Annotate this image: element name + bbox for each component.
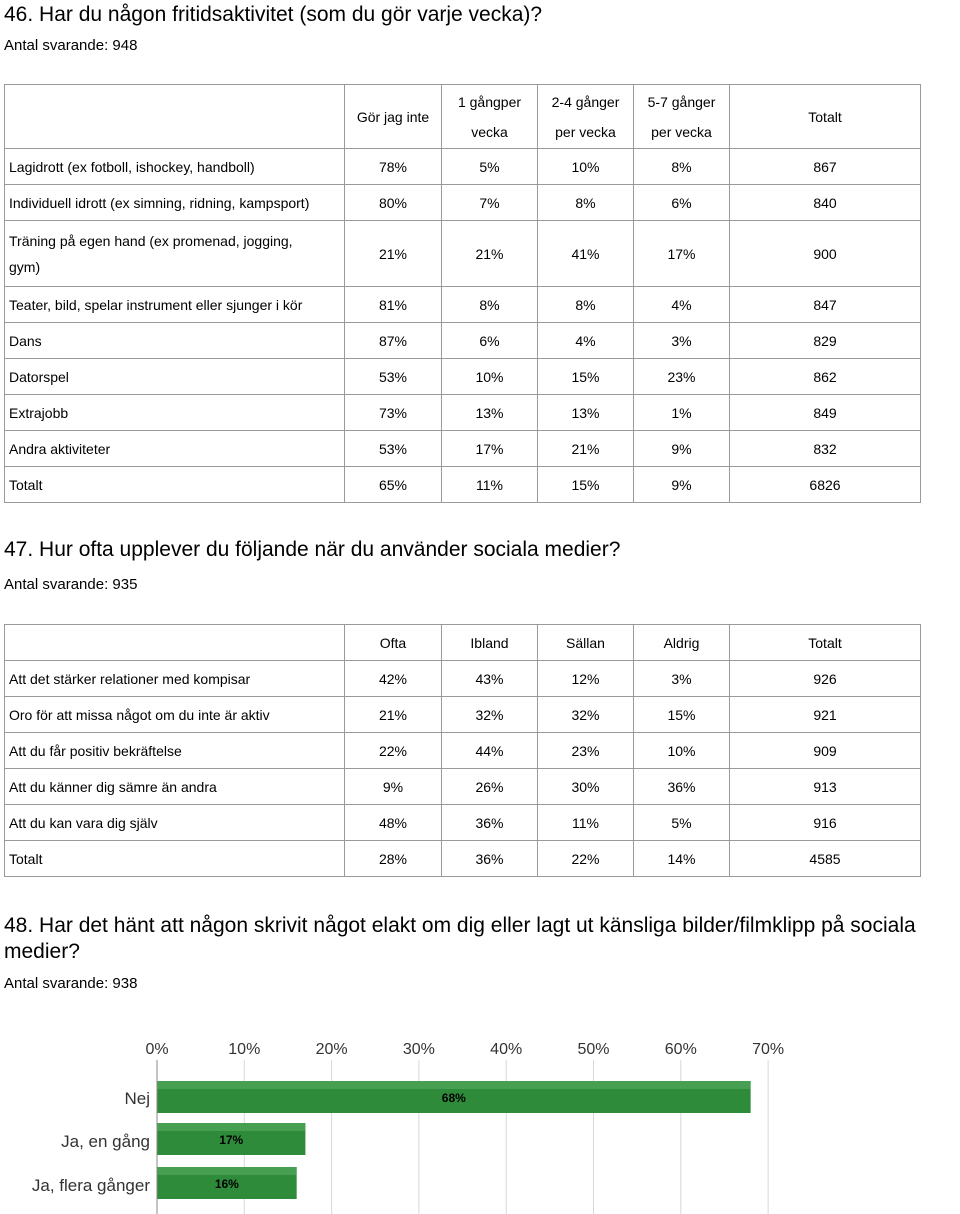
column-header <box>442 625 538 661</box>
row-label <box>5 805 345 841</box>
column-header-text: Gör jag inte <box>356 108 430 125</box>
row-label <box>5 661 345 697</box>
column-header-text: Aldrig <box>663 634 700 651</box>
table-cell: 15% <box>538 467 634 503</box>
table-row <box>5 841 921 877</box>
column-header <box>538 85 634 149</box>
table-cell: 13% <box>442 395 538 431</box>
column-header-text: Ofta <box>379 634 407 651</box>
table-cell: 3% <box>634 323 730 359</box>
x-tick-label: 60% <box>664 1041 697 1058</box>
table-row <box>5 769 921 805</box>
table-cell: 14% <box>634 841 730 877</box>
table-cell: 22% <box>345 733 442 769</box>
table-cell: 4585 <box>730 841 921 877</box>
row-label-text: Lagidrott (ex fotboll, ishockey, handboll) <box>9 158 255 175</box>
table-row <box>5 323 921 359</box>
table-cell: 17% <box>634 221 730 287</box>
row-label <box>5 185 345 221</box>
table-cell: 30% <box>538 769 634 805</box>
table-cell: 36% <box>442 805 538 841</box>
row-label-text: Andra aktiviteter <box>9 440 111 457</box>
table-row <box>5 287 921 323</box>
q47-table <box>4 624 921 877</box>
row-label <box>5 467 345 503</box>
row-label <box>5 149 345 185</box>
table-cell: 21% <box>345 697 442 733</box>
x-tick-label: 40% <box>490 1041 523 1058</box>
table-cell: 6% <box>634 185 730 221</box>
column-header <box>538 625 634 661</box>
category-label: Ja, en gång <box>61 1132 150 1151</box>
row-label <box>5 697 345 733</box>
bar-highlight <box>157 1081 751 1089</box>
column-header-text: 5-7 gånger <box>647 93 716 110</box>
table-cell: 42% <box>345 661 442 697</box>
table-cell: 44% <box>442 733 538 769</box>
row-label <box>5 323 345 359</box>
table-row <box>5 805 921 841</box>
table-cell: 26% <box>442 769 538 805</box>
table-cell: 53% <box>345 359 442 395</box>
table-row <box>5 395 921 431</box>
category-label: Ja, flera gånger <box>31 1176 150 1195</box>
column-header <box>634 625 730 661</box>
row-label-text: Att du får positiv bekräftelse <box>9 742 182 759</box>
row-label <box>5 431 345 467</box>
table-cell: 41% <box>538 221 634 287</box>
q46-respondent-count: Antal svarande: 948 <box>4 37 138 54</box>
q48-respondent-count: Antal svarande: 938 <box>4 975 138 992</box>
row-label <box>5 287 345 323</box>
column-header <box>442 85 538 149</box>
table-cell: 6% <box>442 323 538 359</box>
table-cell: 7% <box>442 185 538 221</box>
row-label-text: Datorspel <box>9 368 69 385</box>
table-cell: 10% <box>538 149 634 185</box>
row-label-text: gym) <box>9 258 41 275</box>
row-label-text: Totalt <box>9 850 43 867</box>
row-label <box>5 395 345 431</box>
table-cell: 916 <box>730 805 921 841</box>
table-cell: 36% <box>634 769 730 805</box>
q46-title: 46. Har du någon fritidsaktivitet (som du gör varje vecka)? <box>4 3 543 26</box>
category-label: Nej <box>124 1089 150 1108</box>
table-cell: 926 <box>730 661 921 697</box>
column-header-text: 2-4 gånger <box>551 93 620 110</box>
header-blank <box>5 625 345 661</box>
table-cell: 3% <box>634 661 730 697</box>
table-row <box>5 359 921 395</box>
table-cell: 6826 <box>730 467 921 503</box>
table-row <box>5 467 921 503</box>
x-tick-label: 70% <box>752 1041 785 1058</box>
bar-highlight <box>157 1123 305 1131</box>
column-header <box>730 85 921 149</box>
table-cell: 867 <box>730 149 921 185</box>
row-label-text: Dans <box>9 332 42 349</box>
table-cell: 48% <box>345 805 442 841</box>
table-cell: 81% <box>345 287 442 323</box>
table-cell: 53% <box>345 431 442 467</box>
table-row <box>5 149 921 185</box>
data-label: 16% <box>214 1177 239 1191</box>
table-cell: 13% <box>538 395 634 431</box>
table-cell: 8% <box>538 287 634 323</box>
table-row <box>5 185 921 221</box>
table-row <box>5 431 921 467</box>
row-label-text: Individuell idrott (ex simning, ridning, kampsport) <box>9 194 310 211</box>
table-cell: 80% <box>345 185 442 221</box>
table-cell: 23% <box>634 359 730 395</box>
column-header <box>730 625 921 661</box>
q48-bar-chart <box>0 1030 960 1214</box>
table-cell: 78% <box>345 149 442 185</box>
column-header-text: Totalt <box>808 108 842 125</box>
table-cell: 10% <box>634 733 730 769</box>
table-cell: 921 <box>730 697 921 733</box>
table-cell: 913 <box>730 769 921 805</box>
table-cell: 909 <box>730 733 921 769</box>
table-cell: 17% <box>442 431 538 467</box>
table-cell: 32% <box>442 697 538 733</box>
q48-title-line-1: 48. Har det hänt att någon skrivit något elakt om dig eller lagt ut känsliga bilder/filmklipp på sociala <box>4 914 916 937</box>
table-cell: 10% <box>442 359 538 395</box>
x-tick-label: 0% <box>145 1041 169 1058</box>
row-label-text: Träning på egen hand (ex promenad, jogging, <box>9 232 293 249</box>
table-cell: 73% <box>345 395 442 431</box>
column-header-text: vecka <box>471 123 508 140</box>
table-cell: 9% <box>345 769 442 805</box>
table-cell: 1% <box>634 395 730 431</box>
data-label: 68% <box>441 1091 466 1105</box>
table-cell: 8% <box>442 287 538 323</box>
table-header-row <box>5 625 921 661</box>
table-cell: 5% <box>442 149 538 185</box>
table-cell: 43% <box>442 661 538 697</box>
table-cell: 32% <box>538 697 634 733</box>
table-cell: 829 <box>730 323 921 359</box>
table-cell: 862 <box>730 359 921 395</box>
row-label-text: Totalt <box>9 476 43 493</box>
table-row <box>5 661 921 697</box>
x-tick-label: 30% <box>402 1041 435 1058</box>
column-header-text: 1 gångper <box>457 93 522 110</box>
column-header <box>345 625 442 661</box>
header-blank <box>5 85 345 149</box>
table-cell: 849 <box>730 395 921 431</box>
q47-respondent-count: Antal svarande: 935 <box>4 576 138 593</box>
row-label <box>5 733 345 769</box>
table-cell: 9% <box>634 431 730 467</box>
table-cell: 36% <box>442 841 538 877</box>
row-label <box>5 221 345 287</box>
table-cell: 23% <box>538 733 634 769</box>
table-cell: 9% <box>634 467 730 503</box>
table-cell: 11% <box>442 467 538 503</box>
x-tick-label: 50% <box>577 1041 610 1058</box>
data-label: 17% <box>219 1133 244 1147</box>
table-cell: 28% <box>345 841 442 877</box>
table-row <box>5 697 921 733</box>
table-cell: 22% <box>538 841 634 877</box>
table-cell: 4% <box>538 323 634 359</box>
x-tick-label: 10% <box>228 1041 261 1058</box>
column-header-text: per vecka <box>555 123 616 140</box>
table-row <box>5 733 921 769</box>
row-label-text: Att du kan vara dig själv <box>9 814 158 831</box>
row-label-text: Extrajobb <box>9 404 69 421</box>
row-label <box>5 769 345 805</box>
column-header-text: Totalt <box>808 634 842 651</box>
bar-highlight <box>157 1167 297 1175</box>
table-cell: 5% <box>634 805 730 841</box>
column-header <box>345 85 442 149</box>
row-label <box>5 841 345 877</box>
table-cell: 15% <box>538 359 634 395</box>
table-cell: 65% <box>345 467 442 503</box>
x-tick-label: 20% <box>315 1041 348 1058</box>
table-cell: 832 <box>730 431 921 467</box>
table-cell: 21% <box>345 221 442 287</box>
chart-svg <box>0 1030 960 1214</box>
table-cell: 21% <box>442 221 538 287</box>
table-cell: 12% <box>538 661 634 697</box>
table-cell: 4% <box>634 287 730 323</box>
table-cell: 840 <box>730 185 921 221</box>
column-header-text: Sällan <box>566 634 605 651</box>
row-label-text: Att du känner dig sämre än andra <box>9 778 217 795</box>
table-cell: 87% <box>345 323 442 359</box>
column-header <box>634 85 730 149</box>
column-header-text: Ibland <box>470 634 509 651</box>
q47-title: 47. Hur ofta upplever du följande när du använder sociala medier? <box>4 538 621 561</box>
table-row <box>5 221 921 287</box>
table-cell: 21% <box>538 431 634 467</box>
row-label <box>5 359 345 395</box>
table-cell: 847 <box>730 287 921 323</box>
table-cell: 900 <box>730 221 921 287</box>
row-label-text: Att det stärker relationer med kompisar <box>9 670 251 687</box>
table-cell: 11% <box>538 805 634 841</box>
q46-table <box>4 84 921 503</box>
table-cell: 8% <box>538 185 634 221</box>
row-label-text: Oro för att missa något om du inte är aktiv <box>9 706 270 723</box>
column-header-text: per vecka <box>651 123 712 140</box>
table-header-row <box>5 85 921 149</box>
table-cell: 8% <box>634 149 730 185</box>
row-label-text: Teater, bild, spelar instrument eller sjunger i kör <box>9 296 303 313</box>
q48-title-line-2: medier? <box>4 940 80 963</box>
table-cell: 15% <box>634 697 730 733</box>
